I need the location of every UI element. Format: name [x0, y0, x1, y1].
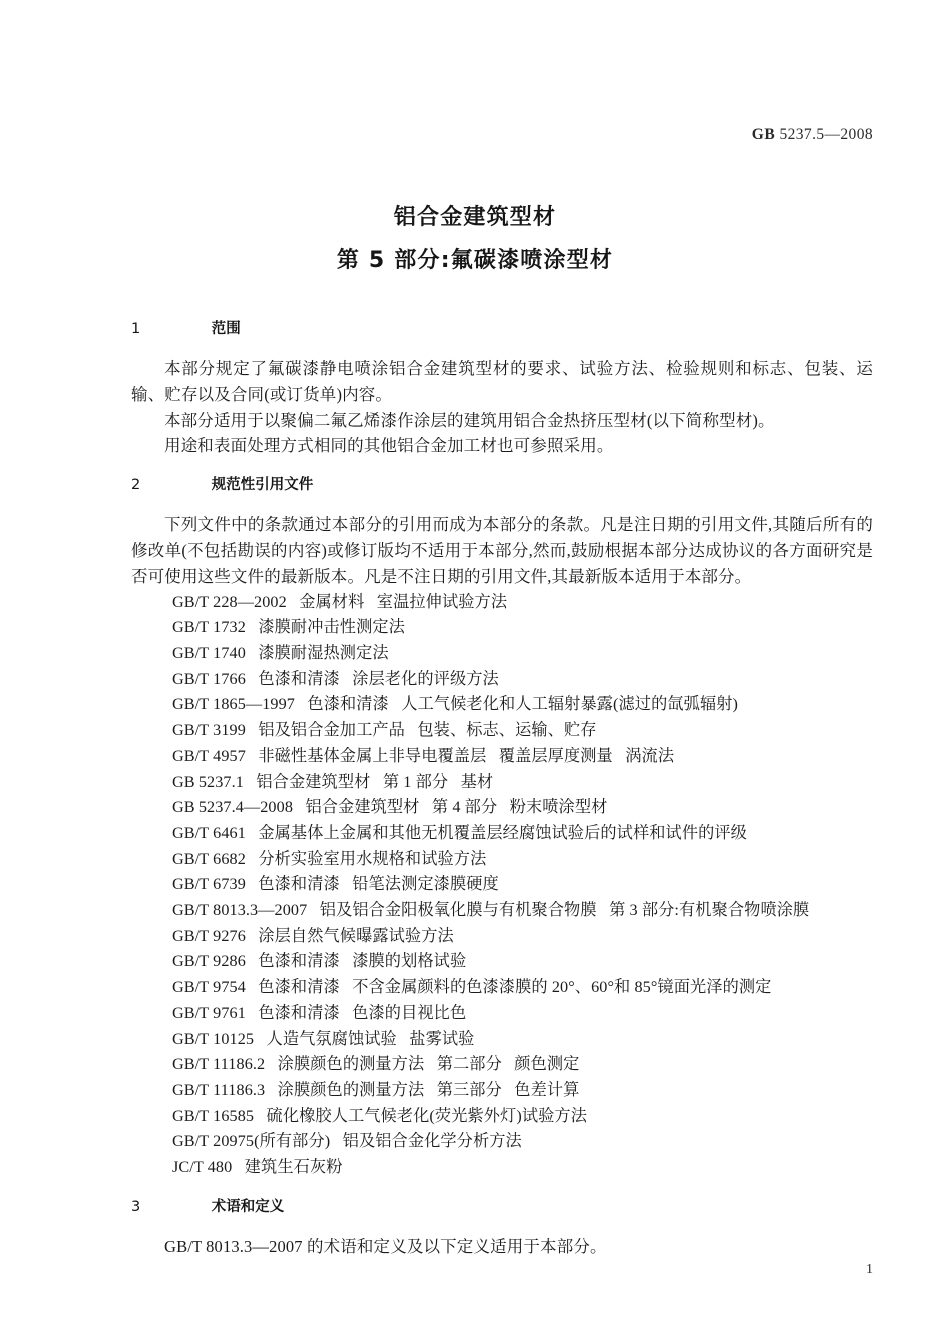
reference-item: GB/T 6461 金属基体上金属和其他无机覆盖层经腐蚀试验后的试样和试件的评级 — [172, 823, 747, 842]
reference-item: GB/T 3199 铝及铝合金加工产品 包装、标志、运输、贮存 — [172, 721, 597, 740]
standard-mark: GB — [751, 126, 776, 143]
section-number-1: 1 — [131, 321, 141, 337]
document-title — [0, 200, 950, 279]
section-number-3: 3 — [131, 1198, 141, 1215]
section-heading-terms — [131, 1196, 873, 1218]
page-number: 1 — [866, 1262, 873, 1277]
normative-reference-list — [131, 590, 873, 1181]
title-line-1: 铝合金建筑型材 — [393, 205, 557, 230]
reference-item: GB/T 1732 漆膜耐冲击性测定法 — [172, 618, 405, 637]
running-header — [0, 126, 873, 144]
scope-paragraph-2: 本部分适用于以聚偏二氟乙烯漆作涂层的建筑用铝合金热挤压型材(以下简称型材)。 — [164, 410, 775, 430]
spacer — [131, 1181, 873, 1196]
reference-item: GB/T 20975(所有部分) 铝及铝合金化学分析方法 — [172, 1132, 522, 1151]
reference-item: GB/T 6682 分析实验室用水规格和试验方法 — [172, 849, 487, 868]
reference-item: GB/T 6739 色漆和清漆 铅笔法测定漆膜硬度 — [172, 875, 499, 894]
section-title-3: 术语和定义 — [211, 1198, 285, 1215]
standard-number: 5237.5—2008 — [779, 126, 873, 143]
reference-item: GB/T 4957 非磁性基体金属上非导电覆盖层 覆盖层厚度测量 涡流法 — [172, 746, 675, 765]
spacer — [131, 1218, 873, 1234]
reference-item: GB/T 9276 涂层自然气候曝露试验方法 — [172, 926, 454, 945]
reference-item: JC/T 480 建筑生石灰粉 — [172, 1158, 343, 1177]
reference-item: GB/T 228—2002 金属材料 室温拉伸试验方法 — [172, 592, 508, 611]
section-title-1: 范围 — [211, 321, 241, 337]
section-heading-scope — [131, 318, 873, 340]
scope-paragraph-1: 本部分规定了氟碳漆静电喷涂铝合金建筑型材的要求、试验方法、检验规则和标志、包装、运输、贮存以及合同(或订货单)内容。 — [131, 359, 873, 404]
spacer — [131, 340, 873, 356]
title-line-2: 第 5 部分:氟碳漆喷涂型材 — [336, 248, 614, 273]
terms-paragraph: GB/T 8013.3—2007 的术语和定义及以下定义适用于本部分。 — [164, 1236, 607, 1256]
section-number-2: 2 — [131, 477, 141, 494]
normative-references-intro: 下列文件中的条款通过本部分的引用而成为本部分的条款。凡是注日期的引用文件,其随后所有的修改单(不包括勘误的内容)或修订版均不适用于本部分,然而,鼓励根据本部分达成协议的各方面研究是否可使用这些文件的最新版本。凡是不注日期的引用文件,其最新版本适用于本部分。 — [131, 515, 873, 586]
reference-item: GB/T 1865—1997 色漆和清漆 人工气候老化和人工辐射暴露(滤过的氙弧辐射) — [172, 695, 739, 714]
reference-item: GB 5237.4—2008 铝合金建筑型材 第 4 部分 粉末喷涂型材 — [172, 798, 608, 817]
reference-item: GB/T 9754 色漆和清漆 不含金属颜料的色漆漆膜的 20°、60°和 85°镜面光泽的测定 — [172, 978, 772, 997]
document-body — [131, 318, 873, 1260]
spacer — [131, 459, 873, 474]
section-heading-normative-references — [131, 474, 873, 496]
reference-item: GB/T 10125 人造气氛腐蚀试验 盐雾试验 — [172, 1029, 475, 1048]
reference-item: GB/T 16585 硫化橡胶人工气候老化(荧光紫外灯)试验方法 — [172, 1106, 587, 1125]
spacer — [131, 496, 873, 512]
reference-item: GB/T 1740 漆膜耐湿热测定法 — [172, 643, 389, 662]
reference-item: GB/T 11186.3 涂膜颜色的测量方法 第三部分 色差计算 — [172, 1080, 580, 1099]
reference-item: GB 5237.1 铝合金建筑型材 第 1 部分 基材 — [172, 772, 494, 791]
reference-item: GB/T 8013.3—2007 铝及铝合金阳极氧化膜与有机聚合物膜 第 3 部分:有机聚合物喷涂膜 — [172, 901, 810, 920]
section-title-2: 规范性引用文件 — [211, 477, 314, 494]
scope-paragraph-3: 用途和表面处理方式相同的其他铝合金加工材也可参照采用。 — [164, 436, 614, 456]
reference-item: GB/T 9286 色漆和清漆 漆膜的划格试验 — [172, 952, 467, 971]
reference-item: GB/T 11186.2 涂膜颜色的测量方法 第二部分 颜色测定 — [172, 1055, 580, 1074]
reference-item: GB/T 9761 色漆和清漆 色漆的目视比色 — [172, 1003, 467, 1022]
reference-item: GB/T 1766 色漆和清漆 涂层老化的评级方法 — [172, 669, 499, 688]
